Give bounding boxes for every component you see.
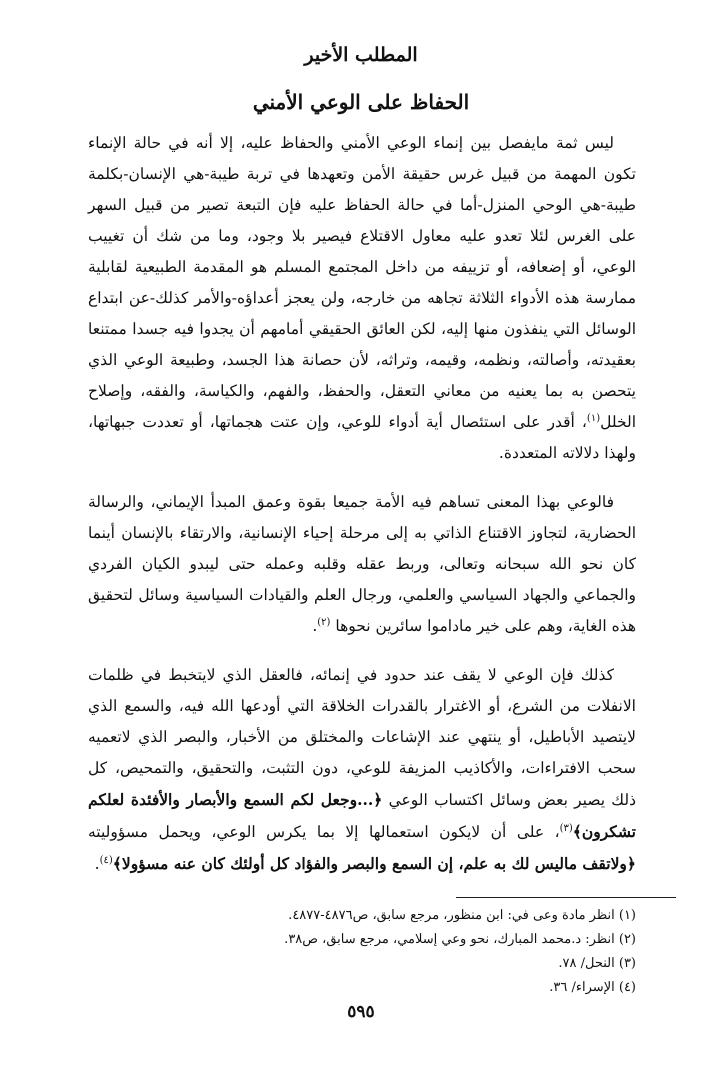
paragraph-1 <box>88 128 636 469</box>
paragraph-2 <box>88 487 636 642</box>
footnote-2: (٢) انظر: د.محمد المبارك، نحو وعي إسلامي، مرجع سابق، ص٣٨. <box>284 932 636 947</box>
footnote-1: (١) انظر مادة وعى في: ابن منظور، مرجع سابق، ص٤٨٧٦-٤٨٧٧. <box>288 908 636 923</box>
paragraph-1-text: ليس ثمة مايفصل بين إنماء الوعي الأمني والحفاظ عليه، إلا أنه في حالة الإنماء تكون المهمة من قبيل غرس حقيقة الأمن وتعهدها في تربة طيبة-هي الإنسان-بكلمة طيبة-هي الوحي المنزل-أما في حالة الحفاظ عليه فإن التبعة تصير من قبيل السهر على الغرس لئلا تعدو عليه معاول الاقتلاع فيصير بلا وجود، وما من شك أن تغييب الوعي، أو إضعافه، أو تزييفه من داخل المجتمع المسلم هو المقدمة الطبيعية لقابلية ممارسة هذه الأدواء الثلاثة تجاهه من خارجه، ولن يعجز أعداؤه-والأمر كذلك-عن ابتداع الوسائل التي ينفذون منها إليه، لكن العائق الحقيقي أمامهم أن يجدوا فيه جسدا ممتنعا بعقيدته، وأصالته، ونظمه، وقيمه، وتراثه، لأن حصانة هذا الجسد، وطبيعة الوعي الذي يتحصن به بما يعنيه من معاني التعقل، والحفظ، والفهم، والكياسة، والفقه، وإصلاح الخلل <box>88 134 636 431</box>
quran-quote-2: ﴿ولاتقف ماليس لك به علم، إن السمع والبصر والفؤاد كل أولئك كان عنه مسؤولا﴾ <box>112 854 636 873</box>
section-title: المطلب الأخير <box>304 44 418 66</box>
paragraph-1-end: ، أقدر على استئصال أية أدواء للوعي، وإن عتت هجماتها، أو تعددت جبهاتها، ولهذا دلالاته المتعددة. <box>88 413 636 462</box>
quran-quote-1: ﴿...وجعل لكم السمع والأبصار والأفئدة لعلكم تشكرون﴾ <box>88 790 636 841</box>
footnote-ref-2: (٢) <box>317 616 331 628</box>
footnote-4: (٤) الإسراء/ ٣٦. <box>549 980 636 995</box>
body-text <box>88 128 636 880</box>
footnote-ref-4: (٤) <box>99 854 113 866</box>
page-number: ٥٩٥ <box>347 1002 375 1022</box>
section-subtitle: الحفاظ على الوعي الأمني <box>252 90 470 114</box>
paragraph-3-end: . <box>94 855 100 873</box>
paragraph-3-mid: ، على أن لايكون استعمالها إلا بما يكرس الوعي، ويحمل مسؤوليته <box>88 823 560 841</box>
footnote-3: (٣) النحل/ ٧٨. <box>558 956 636 971</box>
footnotes <box>88 904 636 1000</box>
footnote-divider <box>456 897 676 898</box>
paragraph-3-text: كذلك فإن الوعي لا يقف عند حدود في إنمائه، فالعقل الذي لايتخبط في ظلمات الانفلات من الشرع، أو الاغترار بالقدرات الخلاقة التي أودعها الله فيه، والسمع الذي لايتصيد الأباطيل، أو ينتهي عند الإشاعات والمختلق من الأخبار، والبصر الذي لاتعميه سحب الافتراءات، والأكاذيب المزيفة للوعي، دون التثبت، والتحقيق، والتمحيص، كل ذلك يصير بعض وسائل اكتساب الوعي <box>88 666 636 809</box>
paragraph-2-end: . <box>312 617 318 635</box>
paragraph-2-text: فالوعي بهذا المعنى تساهم فيه الأمة جميعا بقوة وعمق المبدأ الإيماني، والرسالة الحضارية، لتجاوز الاقتناع الذاتي به إلى مرحلة إحياء الإنسانية، والارتقاء بالإنسان أينما كان نحو الله سبحانه وتعالى، وربط عقله وقلبه وعمله حتى ليبدو الكيان الفردي والجماعي والجهاد السياسي والعلمي، ورجال العلم والقيادات السياسية وسائل لتحقيق هذه الغاية، وهم على خير ماداموا سائرين نحوها <box>88 493 636 635</box>
footnote-ref-1: (١) <box>586 412 601 424</box>
paragraph-3 <box>88 660 636 880</box>
footnote-ref-3: (٣) <box>559 822 573 834</box>
